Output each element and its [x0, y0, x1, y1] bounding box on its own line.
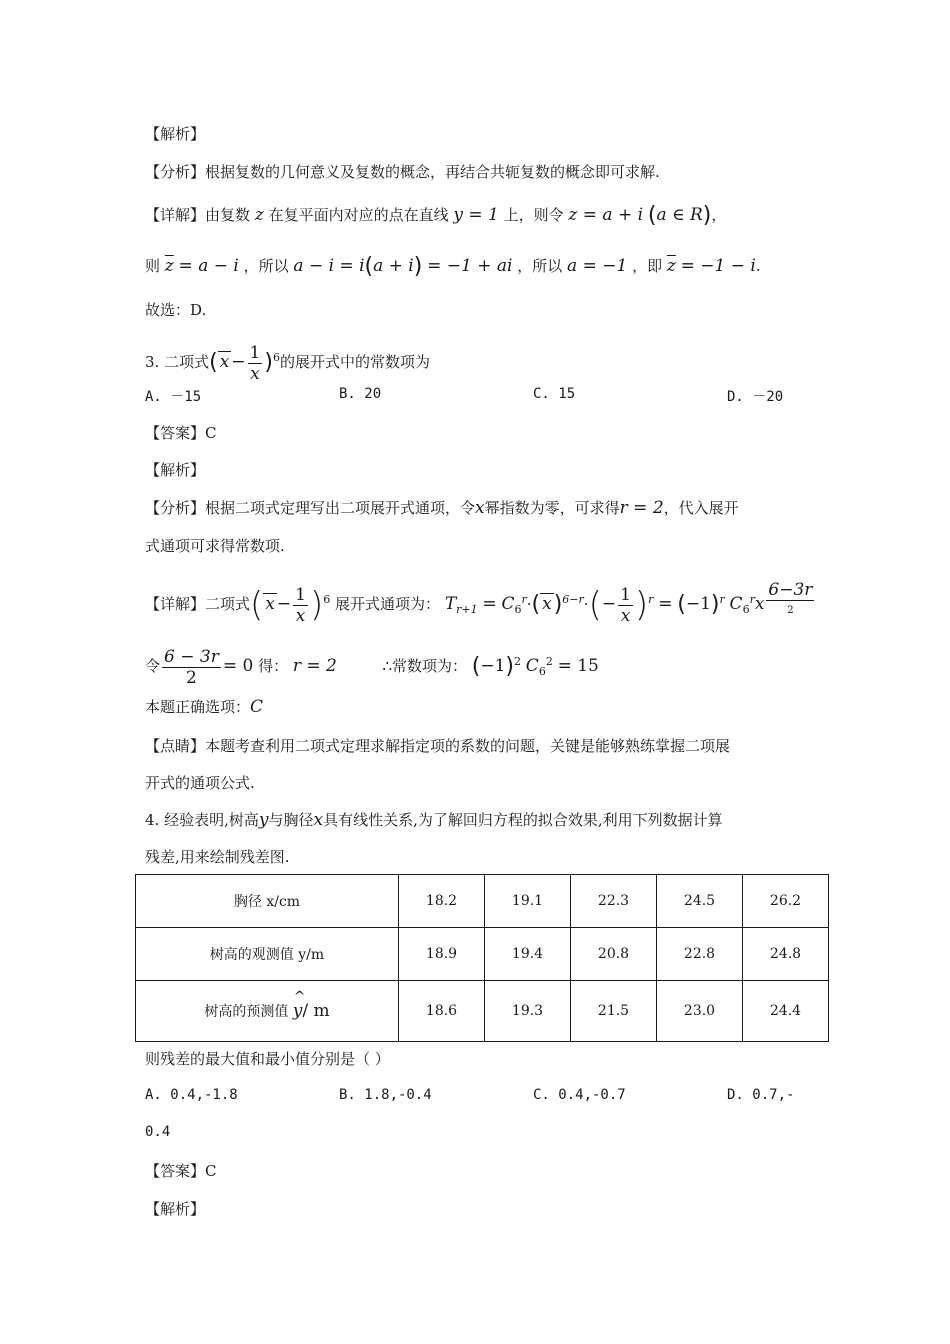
table-row: 树高的观测值 y/m 18.9 19.4 20.8 22.8 24.8	[136, 928, 829, 981]
q3-option-b: B. 20	[339, 386, 382, 402]
xiangjie-line: 【详解】由复数 z 在复平面内对应的点在直线 y = 1 上，则令 z = a + i (a ∈ R)，	[145, 203, 727, 228]
q3-solve-line: 令 $\frac{6 - 3r}{2}$ = 0 得： r = 2 ∴常数项为： $(-1)^2$ $C_6^2 = 15$	[145, 646, 599, 688]
q3-stem: 3. 二项式( x − $\frac{1}{x}$ )$^6$的展开式中的常数项为	[145, 342, 430, 384]
math-line: y = 1	[453, 205, 499, 225]
q3-option-d: D. －20	[727, 389, 784, 405]
q4-stem-2: 残差,用来绘制残差图.	[145, 848, 290, 866]
table-row-label: 胸径 x/cm	[136, 875, 399, 928]
q4-option-d-cont: 0.4	[145, 1124, 171, 1140]
table-row-label: 树高的观测值 y/m	[136, 928, 399, 981]
table-row-label: 树高的预测值 ^ y/ m	[136, 981, 399, 1042]
q4-option-a: A. 0.4,-1.8	[145, 1087, 238, 1103]
answer-d-line: 故选：D.	[145, 301, 207, 319]
q3-correct-option: 本题正确选项：C	[145, 697, 264, 717]
conjugate-line: 则 $\overline{z} = a - i$ ，所以 a − i = i(a + i) = −1 + ai ，所以 a = −1 ，即 $\overline{z} = -1 - i$.	[145, 254, 761, 279]
fenxi-line: 【分析】根据复数的几何意义及复数的概念，再结合共轭复数的概念即可求解.	[145, 163, 660, 181]
q4-stem-1: 4. 经验表明,树高y与胸径x具有线性关系,为了解回归方程的拟合效果,利用下列数据计算	[145, 810, 723, 830]
q4-option-d: D. 0.7,-	[727, 1087, 795, 1103]
q3-dianjing-2: 开式的通项公式.	[145, 774, 255, 792]
math-a-in-R: a ∈ R	[656, 205, 703, 225]
q4-question: 则残差的最大值和最小值分别是（ ）	[145, 1050, 390, 1068]
math-z: z	[254, 205, 264, 225]
q3-jiexi: 【解析】	[145, 461, 206, 479]
q4-option-c: C. 0.4,-0.7	[533, 1087, 626, 1103]
q4-data-table	[135, 874, 829, 1042]
q4-answer: 【答案】C	[145, 1162, 217, 1180]
q3-fenxi-2: 式通项可求得常数项.	[145, 537, 285, 555]
q3-dianjing-1: 【点睛】本题考查利用二项式定理求解指定项的系数的问题，关键是能够熟练掌握二项展	[145, 737, 731, 755]
table-row: 树高的预测值 ^ y/ m 18.6 19.3 21.5 23.0 24.4	[136, 981, 829, 1042]
q3-fenxi-1: 【分析】根据二项式定理写出二项展开式通项，令x幂指数为零，可求得r = 2，代入展开	[145, 498, 739, 518]
math-z-def: z = a + i	[568, 205, 644, 225]
q3-xiangjie: 【详解】二项式( x − $\frac{1}{x}$ )$^6$ 展开式通项为： $T_{r+1} = C_6^r\cdot$( x)$^{6-r}$·(− $\frac{1}{x}$ )$^r = (-1)^r$ $C_6^rx$ $^{\frac{6-3r}{2}}$	[145, 580, 813, 626]
math-zbar: $\overline{z}$	[164, 256, 174, 276]
q3-option-c: C. 15	[533, 386, 576, 402]
q4-option-b: B. 1.8,-0.4	[339, 1087, 432, 1103]
q3-answer: 【答案】C	[145, 424, 217, 442]
jiexi-heading: 【解析】	[145, 125, 206, 143]
q4-jiexi: 【解析】	[145, 1200, 206, 1218]
table-row: 胸径 x/cm 18.2 19.1 22.3 24.5 26.2	[136, 875, 829, 928]
q3-option-a: A. －15	[145, 389, 202, 405]
